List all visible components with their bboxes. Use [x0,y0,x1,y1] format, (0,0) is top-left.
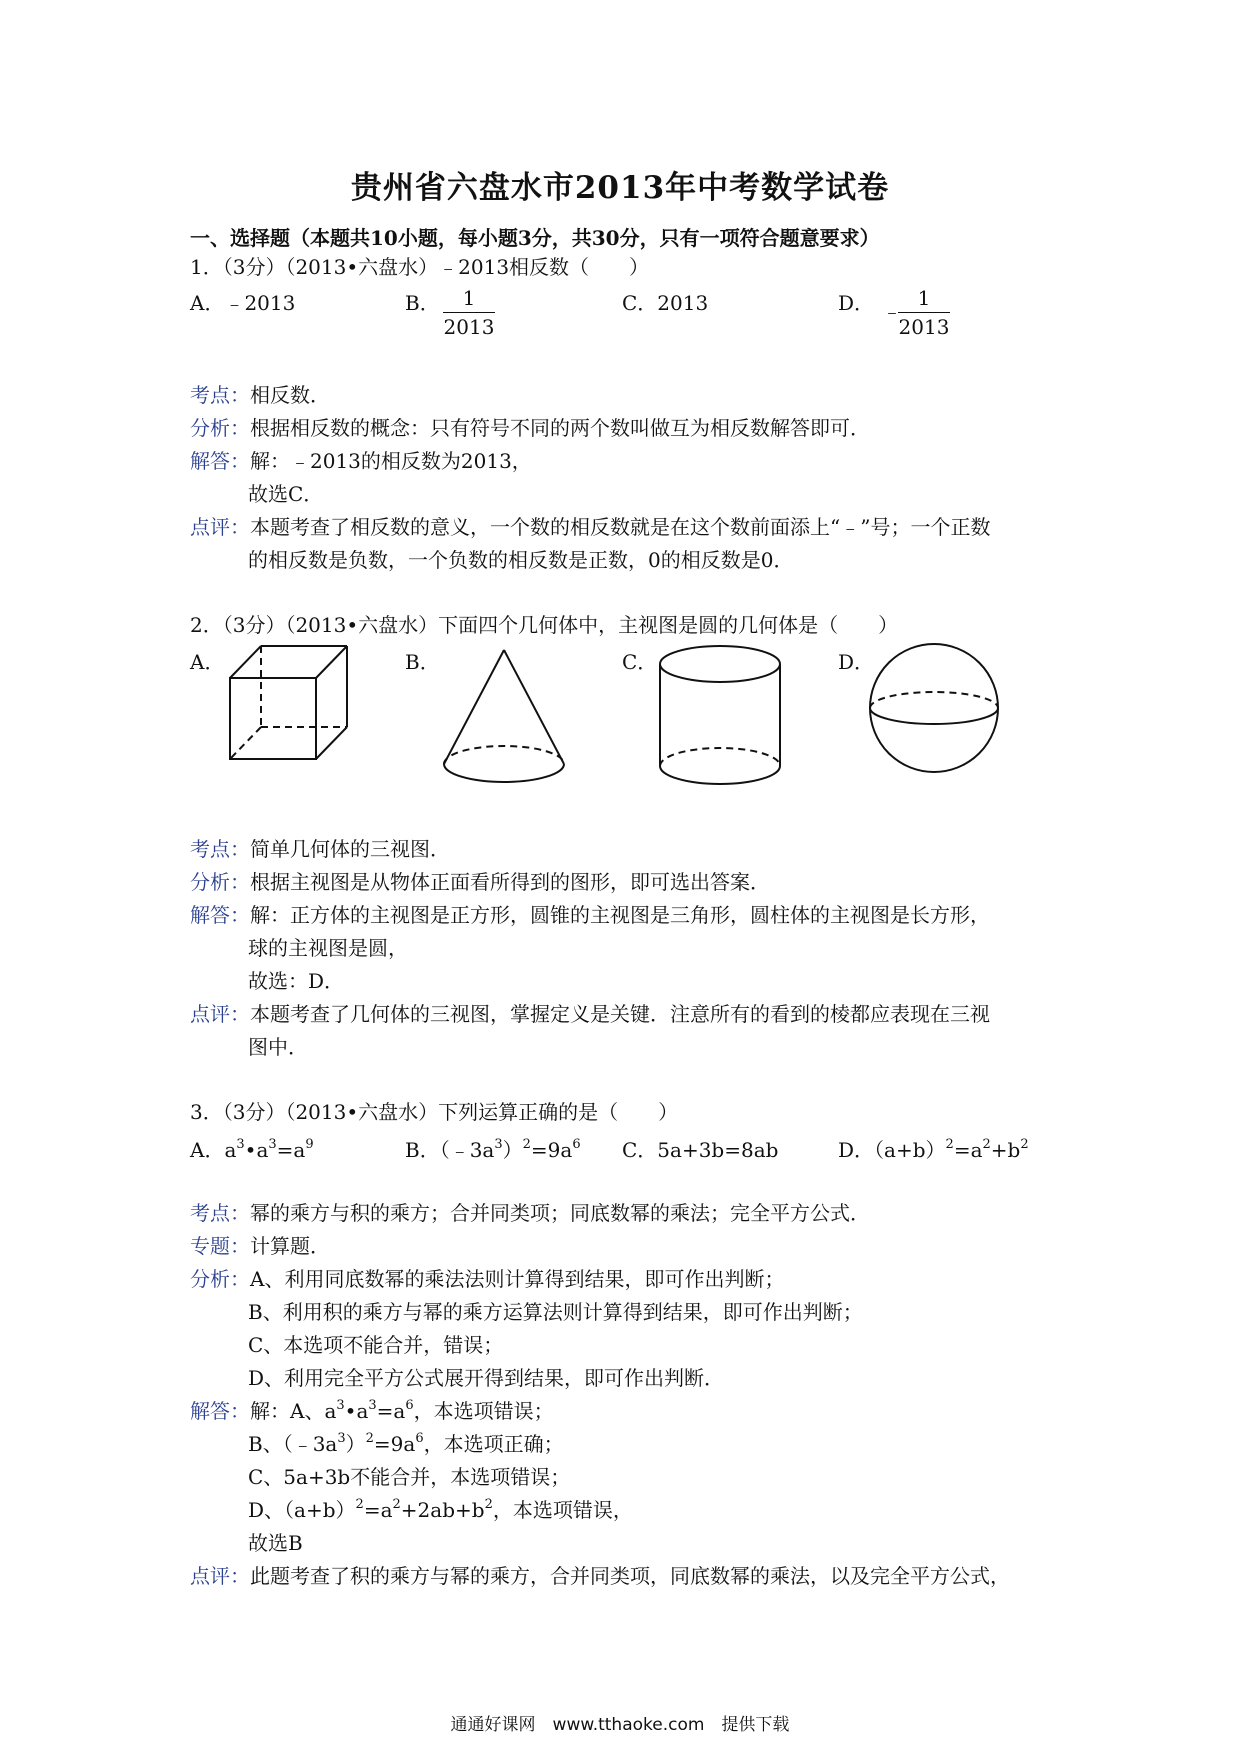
q3-option-d: D．$(a+b)^2=a^2+b^2$ [838,1137,1029,1162]
section-header: 一、选择题（本题共10小题，每小题3分，共30分，只有一项符合题意要求） [190,226,880,250]
page-title: 贵州省六盘水市2013年中考数学试卷 [350,170,890,206]
q1-option-d-sign: ﹣ [882,299,902,323]
q3-jieda-text-d: D、$(a+b)^2=a^2+2ab+b^2$，本选项错误， [248,1497,633,1522]
cone-figure [436,642,576,792]
sphere-figure [866,638,1016,778]
q1-dianping-text-2: 的相反数是负数，一个负数的相反数是正数，0的相反数是0． [248,548,794,572]
q1-option-d-numerator: 1 [898,286,950,313]
q2-jieda-text-2: 球的主视图是圆， [248,936,408,960]
q2-fenxi-text: 根据主视图是从物体正面看所得到的图形，即可选出答案． [250,870,770,894]
q1-jieda-label: 解答： [190,449,250,473]
q2-kaodian-text: 简单几何体的三视图． [250,837,450,861]
q2-dianping [190,1001,990,1027]
q1-stem: 1．（3分）（2013•六盘水）﹣2013相反数（ ） [190,255,650,279]
q1-kaodian-label: 考点： [190,383,250,407]
q3-option-b: B．$(﹣3a^3)^2=9a^6$ [405,1137,581,1162]
page-footer: 通通好课网 www.tthaoke.com 提供下载 [450,1715,790,1735]
q3-jieda-text-c: C、5a+3b不能合并，本选项错误； [248,1465,571,1489]
q2-jieda-text-3: 故选：D． [248,969,345,993]
q3-option-c: C．5a+3b=8ab [622,1138,779,1162]
q1-option-b-numerator: 1 [443,286,495,313]
q3-fenxi-text-1: A、利用同底数幂的乘法法则计算得到结果，即可作出判断； [250,1267,785,1291]
q2-option-b: B． [405,650,440,674]
q3-fenxi [190,1266,784,1292]
q1-option-b-fraction [443,286,495,339]
q3-fenxi-text-4: D、利用完全平方公式展开得到结果，即可作出判断． [248,1366,725,1390]
q3-stem: 3．（3分）（2013•六盘水）下列运算正确的是（ ） [190,1100,679,1124]
q2-jieda-text-1: 解：正方体的主视图是正方形，圆锥的主视图是三角形，圆柱体的主视图是长方形， [250,903,990,927]
q3-dianping [190,1563,1010,1589]
cube-figure [225,640,365,765]
q3-zhuanti-label: 专题： [190,1234,250,1258]
q1-dianping-text-1: 本题考查了相反数的意义，一个数的相反数就是在这个数前面添上“﹣”号；一个正数 [250,515,991,539]
q3-zhuanti-text: 计算题． [250,1234,330,1258]
q3-kaodian-text: 幂的乘方与积的乘方；合并同类项；同底数幂的乘法；完全平方公式． [250,1201,870,1225]
q3-jieda [190,1398,554,1424]
q3-zhuanti [190,1233,330,1259]
q2-kaodian [190,836,450,862]
q3-kaodian [190,1200,870,1226]
q1-dianping [190,514,990,540]
q1-jieda-text-2: 故选C． [248,482,324,506]
q1-option-b-letter: B． [405,291,440,315]
q1-option-b-denominator: 2013 [443,315,495,339]
q1-kaodian [190,382,330,408]
q2-jieda [190,902,990,928]
q1-option-a: A．﹣2013 [190,291,296,315]
q3-fenxi-text-3: C、本选项不能合并，错误； [248,1333,504,1357]
q2-dianping-text-2: 图中． [248,1035,308,1059]
q3-dianping-text-1: 此题考查了积的乘方与幂的乘方，合并同类项，同底数幂的乘法，以及完全平方公式， [250,1564,1010,1588]
q3-option-a: A．$a^3•a^3=a^9$ [190,1137,314,1162]
q2-option-a: A． [190,650,225,674]
q2-fenxi-label: 分析： [190,870,250,894]
q2-kaodian-label: 考点： [190,837,250,861]
q3-dianping-label: 点评： [190,1564,250,1588]
q3-fenxi-text-2: B、利用积的乘方与幂的乘方运算法则计算得到结果，即可作出判断； [248,1300,863,1324]
q2-option-d: D． [838,650,875,674]
q2-dianping-text-1: 本题考查了几何体的三视图，掌握定义是关键．注意所有的看到的棱都应表现在三视 [250,1002,990,1026]
q3-jieda-label: 解答： [190,1399,250,1423]
q2-stem: 2．（3分）（2013•六盘水）下面四个几何体中，主视图是圆的几何体是（ ） [190,613,899,637]
q1-fenxi-text: 根据相反数的概念：只有符号不同的两个数叫做互为相反数解答即可． [250,416,870,440]
q1-option-d-denominator: 2013 [898,315,950,339]
q1-option-d-fraction [898,286,950,339]
q2-dianping-label: 点评： [190,1002,250,1026]
cylinder-figure [652,640,792,800]
q3-jieda-text-a: 解：A、$a^3•a^3=a^6$，本选项错误； [250,1398,554,1423]
q1-kaodian-text: 相反数． [250,383,330,407]
q1-option-d-letter: D． [838,291,875,315]
q3-kaodian-label: 考点： [190,1201,250,1225]
q1-fenxi [190,415,870,441]
q2-jieda-label: 解答： [190,903,250,927]
q1-fenxi-label: 分析： [190,416,250,440]
q1-dianping-label: 点评： [190,515,250,539]
q1-jieda [190,448,532,474]
q1-jieda-text-1: 解：﹣2013的相反数为2013， [250,449,532,473]
q3-fenxi-label: 分析： [190,1267,250,1291]
q3-jieda-text-end: 故选B [248,1531,303,1555]
q1-option-c: C．2013 [622,291,709,315]
q3-jieda-text-b: B、$(﹣3a^3)^2=9a^6$，本选项正确； [248,1431,564,1456]
q2-fenxi [190,869,770,895]
q2-option-c: C． [622,650,658,674]
